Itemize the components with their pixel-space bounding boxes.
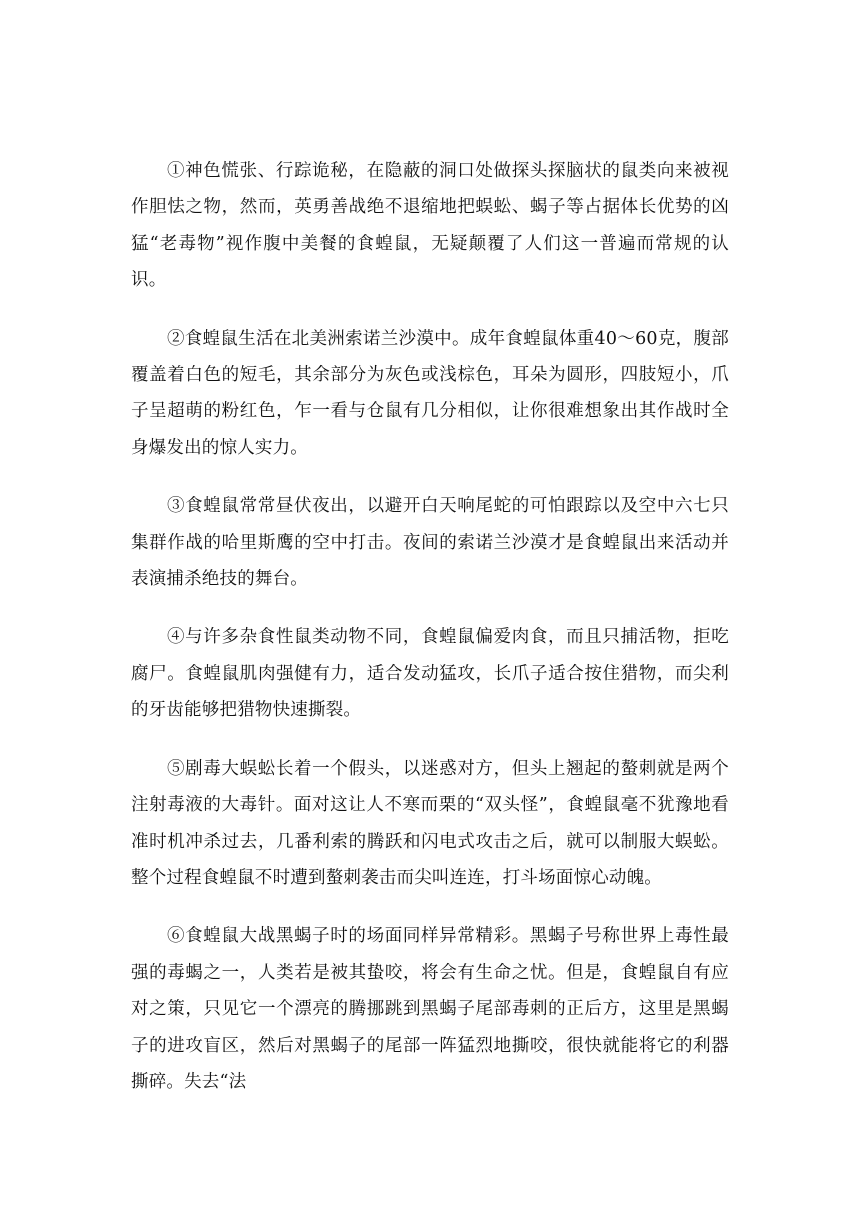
paragraph-1: ①神色慌张、行踪诡秘，在隐蔽的洞口处做探头探脑状的鼠类向来被视作胆怯之物，然而，英勇善战绝不退缩地把蜈蚣、蝎子等占据体长优势的凶猛“老毒物”视作腹中美餐的食蝗鼠，无疑颠覆了人们这一普遍而常规的认识。 xyxy=(131,161,729,291)
paragraph-3: ③食蝗鼠常常昼伏夜出，以避开白天响尾蛇的可怕跟踪以及空中六七只集群作战的哈里斯鹰的空中打击。夜间的索诺兰沙漠才是食蝗鼠出来活动并表演捕杀绝技的舞台。 xyxy=(131,496,729,590)
paragraph-2: ②食蝗鼠生活在北美洲索诺兰沙漠中。成年食蝗鼠体重40～60克，腹部覆盖着白色的短毛，其余部分为灰色或浅棕色，耳朵为圆形，四肢短小，爪子呈超萌的粉红色，乍一看与仓鼠有几分相似，让你很难想象出其作战时全身爆发出的惊人实力。 xyxy=(131,328,729,458)
paragraph-6: ⑥食蝗鼠大战黑蝎子时的场面同样异常精彩。黑蝎子号称世界上毒性最强的毒蝎之一，人类若是被其蛰咬，将会有生命之忧。但是，食蝗鼠自有应对之策，只见它一个漂亮的腾挪跳到黑蝎子尾部毒刺的正后方，这里是黑蝎子的进攻盲区，然后对黑蝎子的尾部一阵猛烈地撕咬，很快就能将它的利器撕碎。失去“法 xyxy=(131,926,729,1092)
paragraph-5: ⑤剧毒大蜈蚣长着一个假头，以迷惑对方，但头上翘起的螯刺就是两个注射毒液的大毒针。面对这让人不寒而栗的“双头怪”，食蝗鼠毫不犹豫地看准时机冲杀过去，几番利索的腾跃和闪电式攻击之后，就可以制服大蜈蚣。整个过程食蝗鼠不时遭到螯刺袭击而尖叫连连，打斗场面惊心动魄。 xyxy=(131,758,729,888)
paragraph-4: ④与许多杂食性鼠类动物不同，食蝗鼠偏爱肉食，而且只捕活物，拒吃腐尸。食蝗鼠肌肉强健有力，适合发动猛攻，长爪子适合按住猎物，而尖利的牙齿能够把猎物快速撕裂。 xyxy=(131,627,729,721)
article-body xyxy=(131,153,729,1122)
